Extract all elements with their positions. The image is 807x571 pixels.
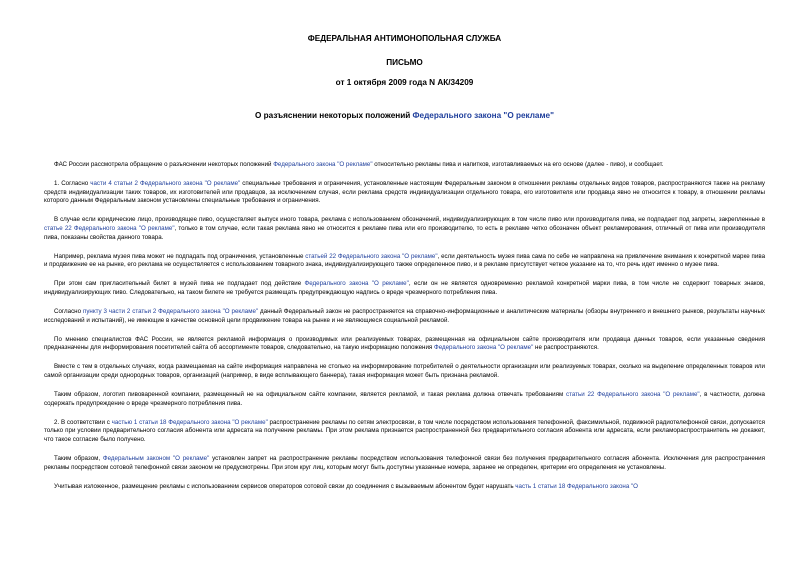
paragraph-gap <box>44 270 765 281</box>
law-reference-link[interactable]: статье 22 Федерального закона "О рекламе" <box>44 224 175 232</box>
paragraph-text: , только в том случае, если такая реклама явно не относится к рекламе пива или его производителю, то есть в рекламе четко обозначен объект рекламирования, отличный от пива или производителя пива, показаны свойства данного товара. <box>44 224 765 241</box>
law-reference-link[interactable]: Федерального закона "О рекламе" <box>434 344 534 352</box>
document-subject <box>44 111 765 121</box>
paragraph-text: При этом сам пригласительный билет в музей пива не подпадает под действие <box>54 280 305 288</box>
paragraph <box>44 419 765 445</box>
law-reference-link[interactable]: частью 1 статьи 18 Федерального закона "О рекламе" <box>111 418 268 426</box>
paragraph <box>44 180 765 206</box>
paragraph <box>44 455 765 472</box>
paragraph-gap <box>44 381 765 392</box>
paragraph-text: Учитывая изложенное, размещение рекламы с использованием сервисов операторов сотовой связи до соединения с вызываемым абонентом будет нарушать <box>54 482 516 490</box>
paragraph <box>44 483 765 492</box>
law-reference-link[interactable]: Федеральным законом "О рекламе" <box>102 455 210 463</box>
issuing-authority: ФЕДЕРАЛЬНАЯ АНТИМОНОПОЛЬНАЯ СЛУЖБА <box>307 34 502 43</box>
paragraph-text: , если деятельность музея пива сама по себе не направлена на привлечение внимания к конкретной марке пива и продвижение ее на рынке, его реклама не осуществляется с использованием товарного знака, индивидуализирующего также определенное пиво, и в рекламе присутствует четкое указание на то, что речь идет именно о музее пива. <box>44 252 766 269</box>
law-reference-link[interactable]: части 4 статьи 2 Федерального закона "О рекламе" <box>90 180 241 188</box>
paragraph-text: распространение рекламы по сетям электросвязи, в том числе посредством использования телефонной, факсимильной, подвижной радиотелефонной связи, допускается только при условии предварительного согласия абонента или адресата на получение рекламы. При этом реклама признается распространенной без предварительного согласия абонента или адресата, если рекламораспространитель не докажет, что такое согласие было получено. <box>44 418 765 443</box>
paragraph-text: данный Федеральный закон не распространяется на справочно-информационные и аналитические материалы (обзоры внутреннего и внешнего рынков, результаты научных исследований и испытаний), не имеющие в качестве основной цели продвижение товара на рынке и не являющиеся социальной рекламой. <box>44 308 765 324</box>
law-reference-link[interactable]: статьи 22 Федерального закона "О рекламе" <box>566 391 700 399</box>
paragraph-text: , если он не является одновременно рекламой конкретной марки пива, в том числе не содержит товарных знаков, индивидуализирующих пиво. Следовательно, на таком билете не требуется размещать предупреждающую надпись о вреде чрезмерного потребления пива. <box>44 280 765 296</box>
paragraph-gap <box>44 325 765 336</box>
paragraph-text: относительно рекламы пива и напитков, изготавливаемых на его основе (далее - пиво), и сообщает. <box>372 161 664 168</box>
paragraph-gap <box>44 445 765 456</box>
paragraph <box>44 280 765 297</box>
paragraph-text: ФАС России рассмотрела обращение о разъяснении некоторых положений <box>54 161 274 168</box>
paragraph-gap <box>44 206 765 217</box>
paragraph-text: По мнению специалистов ФАС России, не является рекламой информация о производимых или реализуемых товарах, размещенная на официальном сайте производителя или продавца данных товаров, если указанные сведения предназначены для информирования посетителей сайта об ассортименте товаров, следовательно, на такую информацию положения <box>44 335 765 352</box>
paragraph-text: Например, реклама музея пива может не подпадать под ограничения, установленные <box>54 252 306 260</box>
paragraph <box>44 161 765 170</box>
paragraph-text: не распространяются. <box>533 344 599 352</box>
paragraph-text: специальные требования и ограничения, установленные настоящим Федеральным законом в отношении рекламы отдельных видов товаров, распространяются также на рекламу средств индивидуализации таких товаров, их изготовителей или продавцов, за исключением случая, если реклама средств индивидуализации отдельного товара, его изготовителя или продавца явно не относится к товару, в отношении рекламы которого данным Федеральным законом установлены специальные требования и ограничения. <box>44 180 766 205</box>
paragraph <box>44 216 765 242</box>
paragraph <box>44 363 765 380</box>
paragraph-text: Вместе с тем в отдельных случаях, когда размещаемая на сайте информация направлена не столько на информирование потребителей о деятельности организации или реализуемых товарах, сколько на выделение определенных товаров или самой организации среди однородных товаров, организаций (например, в виде всплывающего баннера), такая информация может быть признана рекламой. <box>44 363 765 379</box>
paragraph-text: установлен запрет на распространение рекламы посредством использования телефонной связи без получения предварительного согласия абонента. Исключения для распространения рекламы посредством сотовой телефонной связи законом не предусмотрены. При этом круг лиц, которым могут быть доступны указанные номера, заранее не определен, критерии его определения не установлены. <box>44 455 765 471</box>
document-date: от 1 октября 2009 года N АК/34209 <box>335 78 474 87</box>
paragraph-gap <box>44 298 765 309</box>
law-reference-link[interactable]: Федерального закона "О рекламе" <box>273 161 373 168</box>
paragraph <box>44 391 765 408</box>
paragraph-text: Согласно <box>54 308 83 316</box>
paragraph-text: , в частности, должна содержать предупреждение о вреде чрезмерного потребления пива. <box>44 391 765 407</box>
paragraph-text: В случае если юридические лицо, производящее пиво, осуществляет выпуск иного товара, реклама с использованием обозначений, индивидуализирующих в том числе пиво или производителя пива, не подпадает под запреты, закрепленные в <box>54 216 765 224</box>
paragraph-gap <box>44 472 765 483</box>
paragraph-gap <box>44 353 765 364</box>
law-reference-link[interactable]: пункту 3 части 2 статьи 2 Федерального закона "О рекламе" <box>82 308 259 316</box>
law-reference-link[interactable]: часть 1 статьи 18 Федерального закона "О <box>515 482 638 490</box>
paragraph-text: Таким образом, логотип пивоваренной компании, размещенный не на официальном сайте компании, является рекламой, и такая реклама должна отвечать требованиям <box>54 391 567 399</box>
paragraph-gap <box>44 242 765 253</box>
document-body <box>44 161 765 491</box>
paragraph <box>44 336 765 353</box>
paragraph-text: 1. Согласно <box>54 180 91 188</box>
subject-prefix: О разъяснении некоторых положений <box>255 111 413 120</box>
law-reference-link[interactable]: статьей 22 Федерального закона "О рекламе" <box>305 252 438 260</box>
law-reference-link[interactable]: Федерального закона "О рекламе" <box>304 280 409 288</box>
subject-law-link[interactable]: Федерального закона "О рекламе" <box>412 111 554 120</box>
paragraph-text: Таким образом, <box>54 455 103 463</box>
paragraph <box>44 308 765 325</box>
paragraph-text: 2. В соответствии с <box>54 418 112 426</box>
paragraph-gap <box>44 170 765 181</box>
paragraph-gap <box>44 408 765 419</box>
document-type: ПИСЬМО <box>386 58 423 67</box>
paragraph <box>44 253 765 270</box>
